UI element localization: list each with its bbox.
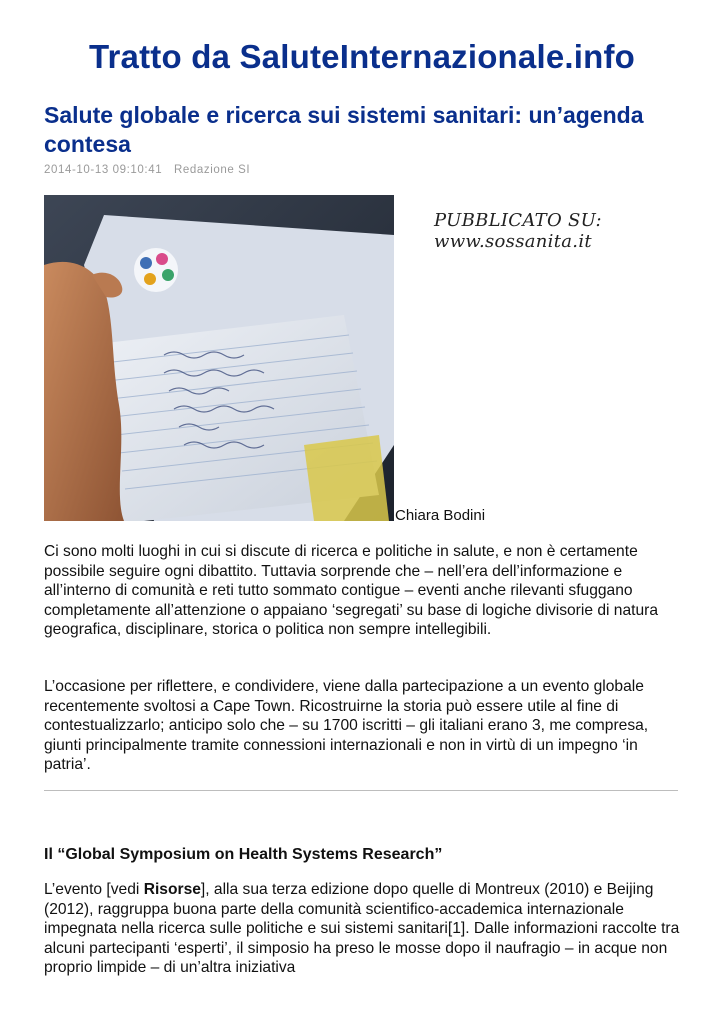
published-on-stamp: PUBBLICATO SU: www.sossanita.it bbox=[434, 210, 602, 252]
risorse-link[interactable]: Risorse bbox=[143, 881, 201, 898]
article-paragraph bbox=[44, 880, 684, 978]
section-heading: Il “Global Symposium on Health Systems Research” bbox=[44, 846, 443, 863]
article-paragraph: L’occasione per riflettere, e condividere, viene dalla partecipazione a un evento globale recentemente svoltosi a Cape Town. Ricostruirne la storia può essere utile al fine di contestualizzarlo; anticipo solo che – su 1700 iscritti – gli italiani erano 3, me compresa, giunti principalmente tramite connessioni internazionali e non in virtù di un impegno ‘in patria’. bbox=[44, 678, 649, 774]
paragraph-text: ], alla sua terza edizione dopo quelle di Montreux (2010) e Beijing (2012), raggruppa buona parte della comunità scientifico-accademica internazionale impegnata nella ricerca sulle politiche e sui sistemi sanitari[1]. Dalle informazioni raccolte tra alcuni partecipanti ‘esperti’, il simposio ha preso le mosse dopo il naufragio – in acque non proprio limpide – di un’altra iniziativa bbox=[44, 881, 680, 977]
article-title: Salute globale e ricerca sui sistemi sanitari: un’agenda contesa bbox=[44, 102, 644, 157]
article-paragraph: Ci sono molti luoghi in cui si discute di ricerca e politiche in salute, e non è certamente possibile seguire ogni dibattito. Tuttavia sorprende che – nell’era dell’informazione e all’interno di comunità e reti tutto sommato contigue – eventi anche rilevanti sfuggano completamente all’attenzione o appaiano ‘segregati’ su base di logiche divisorie di natura geografica, disciplinare, storica o politica non sempre intellegibili. bbox=[44, 543, 659, 639]
article-author: Redazione SI bbox=[173, 164, 251, 176]
article-date: 2014-10-13 09:10:41 bbox=[44, 164, 163, 176]
site-title: Tratto da SaluteInternazionale.info bbox=[88, 38, 636, 75]
image-caption: Chiara Bodini bbox=[395, 507, 486, 524]
article-meta bbox=[44, 164, 250, 176]
section-divider bbox=[44, 790, 678, 791]
article-photo bbox=[44, 195, 394, 521]
paragraph-text: L’evento [vedi bbox=[44, 881, 144, 898]
